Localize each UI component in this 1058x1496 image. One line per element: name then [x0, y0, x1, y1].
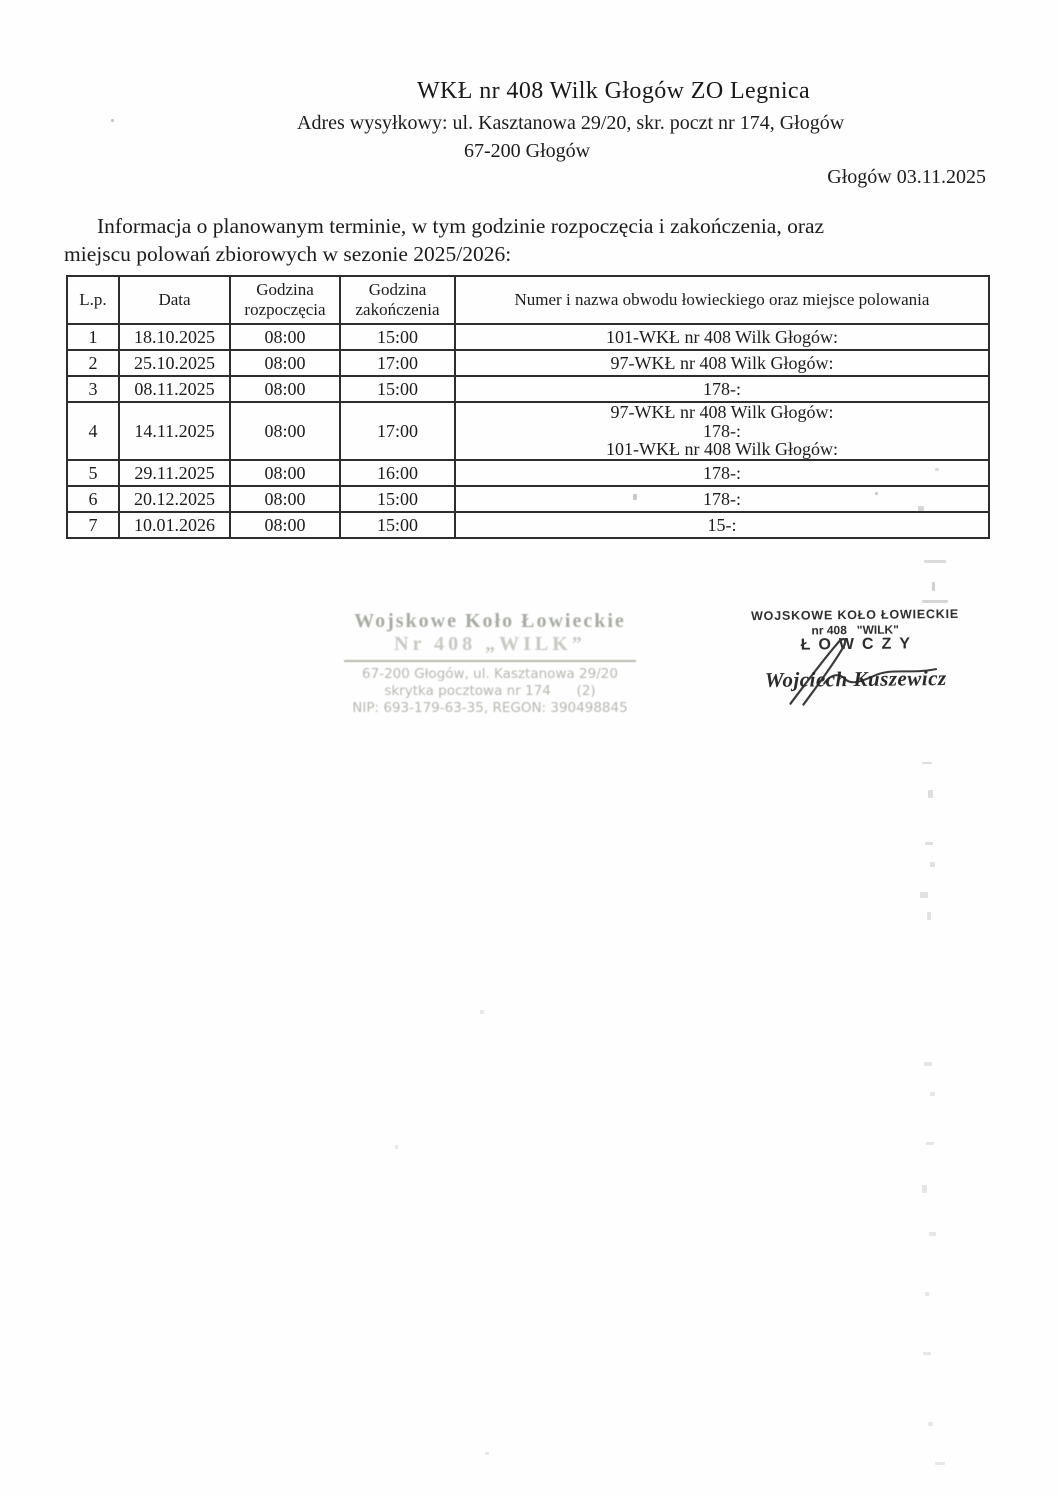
scan-speck [924, 560, 946, 563]
place-and-date: Głogów 03.11.2025 [827, 166, 986, 188]
signature-name: Wojciech Kuszewicz [764, 666, 947, 692]
cell-obwod [455, 324, 989, 350]
scan-speck [922, 600, 948, 603]
header-data: Data [119, 276, 230, 324]
cell-obwod [455, 486, 989, 512]
cell-date: 18.10.2025 [119, 324, 230, 350]
cell-lp: 3 [67, 376, 119, 402]
faint-stamp-address: 67-200 Głogów, ul. Kasztanowa 29/20 [362, 666, 618, 682]
scan-speck [923, 1352, 931, 1355]
obwod-line: 101-WKŁ nr 408 Wilk Głogów: [606, 327, 838, 347]
faint-stamp-po-box: skrytka pocztowa nr 174 (2) [384, 683, 596, 699]
obwod-line: 97-WKŁ nr 408 Wilk Głogów: [610, 402, 834, 422]
table-header-row [67, 276, 989, 324]
cell-obwod [455, 402, 989, 460]
cell-date: 29.11.2025 [119, 460, 230, 486]
scan-speck [935, 1462, 945, 1465]
cell-lp: 7 [67, 512, 119, 538]
obwod-line: 15-: [707, 514, 737, 535]
signature-flourish-icon [737, 604, 973, 716]
cell-start: 08:00 [230, 512, 340, 538]
cell-lp: 2 [67, 350, 119, 376]
postal-city-line: 67-200 Głogów [464, 140, 591, 162]
dark-stamp-role: ŁOWCZY [800, 635, 919, 654]
scan-speck [926, 1142, 934, 1145]
scan-speck [925, 842, 933, 845]
header-lp: L.p. [67, 276, 119, 324]
faint-stamp-org-name: Wojskowe Koło Łowieckie [354, 610, 626, 632]
cell-date: 10.01.2026 [119, 512, 230, 538]
scan-speck [930, 1092, 935, 1096]
header-start-time: Godzina rozpoczęcia [230, 276, 340, 324]
cell-date: 25.10.2025 [119, 350, 230, 376]
cell-lp: 5 [67, 460, 119, 486]
cell-date: 08.11.2025 [119, 376, 230, 402]
cell-obwod [455, 350, 989, 376]
cell-end: 15:00 [340, 376, 455, 402]
obwod-line: 178-: [703, 462, 741, 483]
scan-speck [924, 1062, 932, 1066]
cell-obwod [455, 512, 989, 538]
obwod-line: 178-: [703, 488, 741, 509]
scan-speck [485, 1452, 489, 1455]
obwod-line: 178-: [703, 420, 741, 441]
cell-start: 08:00 [230, 402, 340, 460]
intro-line-1: Informacja o planowanym terminie, w tym godzinie rozpoczęcia i zakończenia, oraz [97, 214, 825, 238]
hunting-schedule-table [66, 275, 990, 539]
mailing-address-line: Adres wysyłkowy: ul. Kasztanowa 29/20, skr. poczt nr 174, Głogów [297, 112, 845, 134]
scan-speck [930, 862, 935, 867]
scan-speck [927, 912, 931, 920]
cell-obwod [455, 376, 989, 402]
scan-speck [111, 119, 114, 122]
lowczy-stamp-and-signature [737, 604, 973, 716]
cell-obwod [455, 460, 989, 486]
cell-start: 08:00 [230, 486, 340, 512]
dark-stamp-club-number: nr 408 "WILK" [811, 622, 899, 638]
cell-lp: 4 [67, 402, 119, 460]
table-row [67, 460, 989, 486]
header-end-time: Godzina zakończenia [340, 276, 455, 324]
cell-end: 15:00 [340, 512, 455, 538]
scan-speck [875, 492, 878, 495]
scan-speck [928, 1422, 933, 1426]
cell-end: 15:00 [340, 324, 455, 350]
table-row [67, 402, 989, 460]
table-row [67, 512, 989, 538]
intro-line-2: miejscu polowań zbiorowych w sezonie 2025/2026: [64, 242, 512, 266]
dark-stamp-org-name: WOJSKOWE KOŁO ŁOWIECKIE [750, 606, 960, 624]
scan-speck [925, 1292, 929, 1296]
table-row [67, 324, 989, 350]
scan-speck [395, 1145, 398, 1149]
cell-lp: 1 [67, 324, 119, 350]
obwod-line: 97-WKŁ nr 408 Wilk Głogów: [610, 353, 834, 373]
scan-speck [633, 494, 637, 500]
cell-lp: 6 [67, 486, 119, 512]
scan-speck [928, 790, 933, 798]
cell-end: 15:00 [340, 486, 455, 512]
cell-date: 14.11.2025 [119, 402, 230, 460]
obwod-line: 101-WKŁ nr 408 Wilk Głogów: [606, 439, 838, 459]
scan-speck [929, 1232, 936, 1236]
faint-stamp-club-number: Nr 408 „WILK” [394, 633, 586, 655]
document-title: WKŁ nr 408 Wilk Głogów ZO Legnica [417, 78, 811, 104]
header-obwod: Numer i nazwa obwodu łowieckiego oraz miejsce polowania [455, 276, 989, 324]
scan-speck [920, 892, 928, 898]
cell-end: 16:00 [340, 460, 455, 486]
table-row [67, 486, 989, 512]
cell-date: 20.12.2025 [119, 486, 230, 512]
faint-stamp-nip-regon: NIP: 693-179-63-35, REGON: 390498845 [352, 700, 628, 716]
cell-start: 08:00 [230, 460, 340, 486]
scan-speck [922, 1185, 927, 1193]
faint-stamp-divider [344, 660, 636, 662]
cell-start: 08:00 [230, 324, 340, 350]
table-row [67, 376, 989, 402]
table-row [67, 350, 989, 376]
scan-speck [480, 1010, 484, 1014]
scan-speck [918, 506, 924, 511]
scan-speck [922, 762, 932, 764]
cell-end: 17:00 [340, 350, 455, 376]
scan-speck [935, 468, 939, 471]
cell-end: 17:00 [340, 402, 455, 460]
cell-start: 08:00 [230, 376, 340, 402]
scan-speck [932, 582, 935, 591]
cell-start: 08:00 [230, 350, 340, 376]
obwod-line: 178-: [703, 379, 741, 399]
intro-paragraph [64, 212, 954, 268]
